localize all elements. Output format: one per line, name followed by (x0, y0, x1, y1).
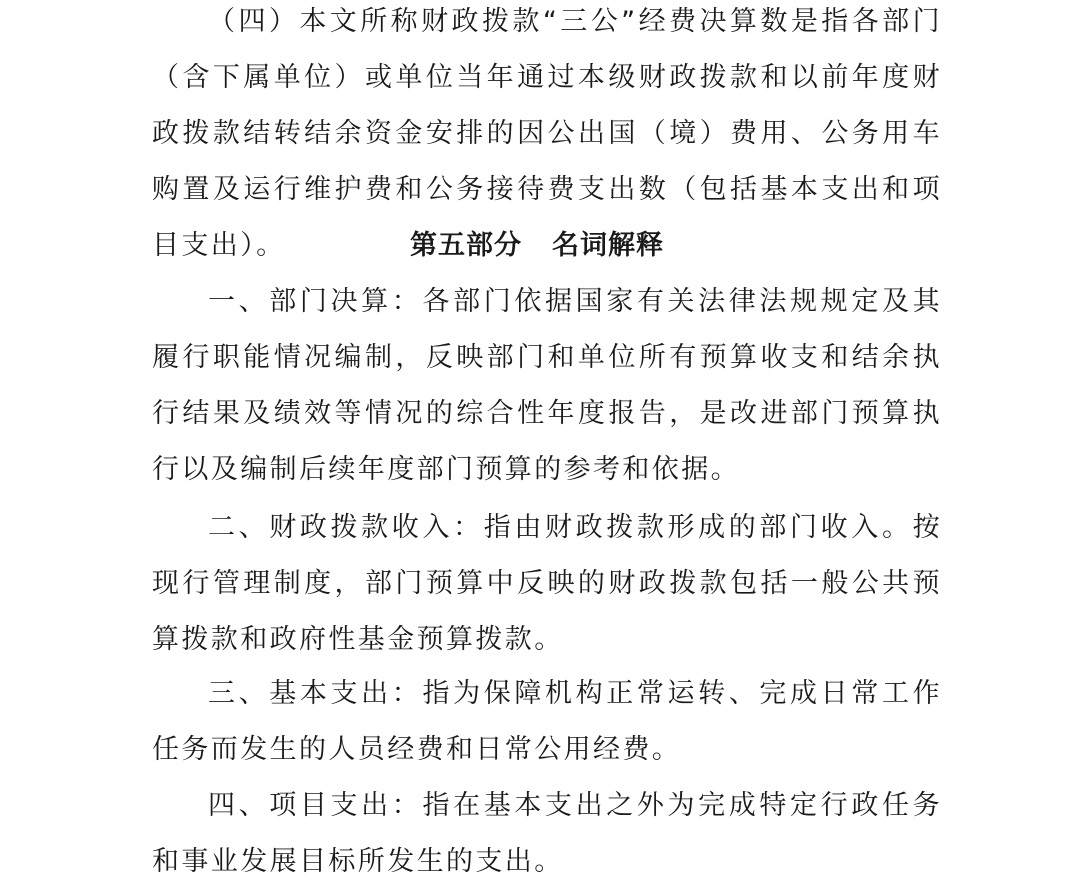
definition-department-final-accounts: 一、部门决算：各部门依据国家有关法律法规规定及其履行职能情况编制，反映部门和单位所有预算收支和结余执行结果及绩效等情况的综合性年度报告，是改进部门预算执行以及编制后续年度部门预算的参考和依据。 (152, 286, 942, 485)
paragraph-three-public-expenses-note: （四）本文所称财政拨款“三公”经费决算数是指各部门（含下属单位）或单位当年通过本级财政拨款和以前年度财政拨款结转结余资金安排的因公出国（境）费用、公务用车购置及运行维护费和公务接待费支出数（包括基本支出和项目支出）。 (152, 6, 942, 261)
definition-basic-expenditure: 三、基本支出：指为保障机构正常运转、完成日常工作任务而发生的人员经费和日常公用经费。 (152, 678, 942, 765)
section-heading-title: 名词解释 (552, 230, 664, 261)
section-heading (0, 218, 1074, 274)
definition-project-expenditure: 四、项目支出：指在基本支出之外为完成特定行政任务和事业发展目标所发生的支出。 (152, 790, 942, 877)
section-heading-part: 第五部分 (410, 230, 522, 261)
definition-fiscal-appropriation-income: 二、财政拨款收入：指由财政拨款形成的部门收入。按现行管理制度，部门预算中反映的财政拨款包括一般公共预算拨款和政府性基金预算拨款。 (152, 512, 942, 655)
